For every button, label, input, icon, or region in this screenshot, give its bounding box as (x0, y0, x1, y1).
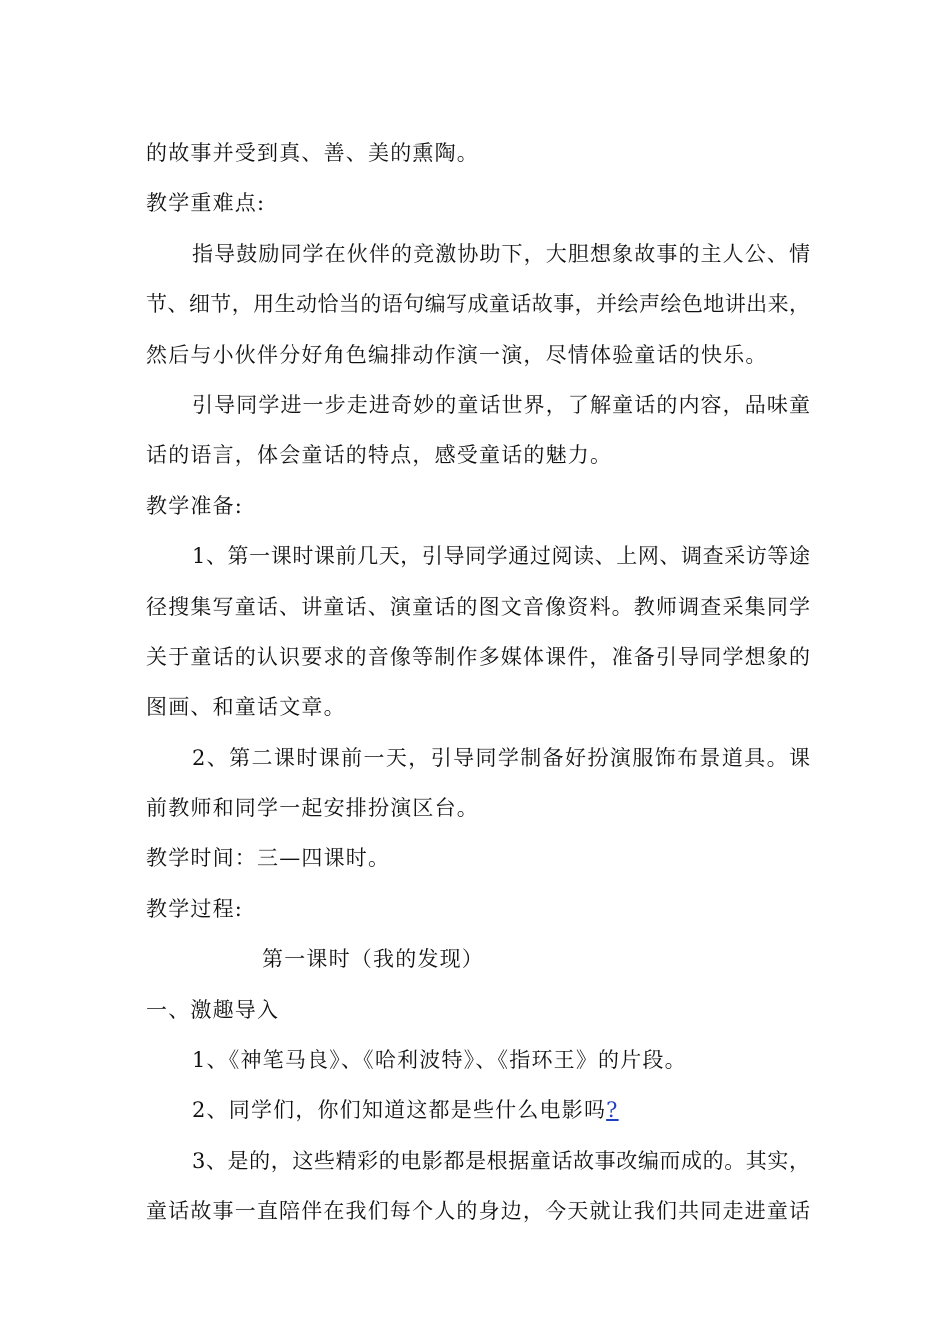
document-body (146, 128, 810, 1237)
paragraph-line: 话的语言，体会童话的特点，感受童话的魅力。 (146, 443, 613, 468)
paragraph-line: 径搜集写童话、讲童话、演童话的图文音像资料。教师调查采集同学 (146, 594, 810, 619)
paragraph-line: 节、细节，用生动恰当的语句编写成童话故事，并绘声绘色地讲出来， (146, 292, 810, 317)
section-heading-process: 教学过程: (146, 896, 244, 921)
paragraph-line (146, 1085, 810, 1135)
paragraph-line: 的故事并受到真、善、美的熏陶。 (146, 141, 479, 165)
lesson-title: 第一课时（我的发现） (262, 947, 484, 972)
paragraph-line: 童话故事一直陪伴在我们每个人的身边，今天就让我们共同走进童话 (146, 1199, 810, 1224)
paragraph-line: 1、《神笔马良》、《哈利波特》、《指环王》的片段。 (192, 1048, 687, 1073)
paragraph-line: 3、是的，这些精彩的电影都是根据童话故事改编而成的。其实， (192, 1148, 810, 1173)
paragraph-line: 关于童话的认识要求的音像等制作多媒体课件，准备引导同学想象的 (146, 644, 810, 669)
paragraph-line: 图画、和童话文章。 (146, 695, 346, 720)
paragraph-line: 指导鼓励同学在伙伴的竞激协助下，大胆想象故事的主人公、情 (192, 241, 810, 266)
question-mark-link[interactable]: ? (606, 1098, 619, 1123)
section-heading-preparation: 教学准备: (146, 493, 244, 518)
paragraph-line: 前教师和同学一起安排扮演区台。 (146, 796, 479, 821)
subsection-heading: 一、激趣导入 (146, 997, 280, 1022)
section-heading-time: 教学时间：三—四课时。 (146, 846, 391, 871)
paragraph-line: 引导同学进一步走进奇妙的童话世界，了解童话的内容，品味童 (192, 392, 810, 417)
paragraph-line: 1、第一课时课前几天，引导同学通过阅读、上网、调查采访等途 (192, 544, 810, 569)
question-text: 2、同学们，你们知道这都是些什么电影吗 (192, 1098, 607, 1123)
section-heading-difficulties: 教学重难点: (146, 191, 266, 216)
paragraph-line: 然后与小伙伴分好角色编排动作演一演，尽情体验童话的快乐。 (146, 342, 768, 367)
paragraph-line: 2、第二课时课前一天，引导同学制备好扮演服饰布景道具。课 (192, 745, 810, 770)
